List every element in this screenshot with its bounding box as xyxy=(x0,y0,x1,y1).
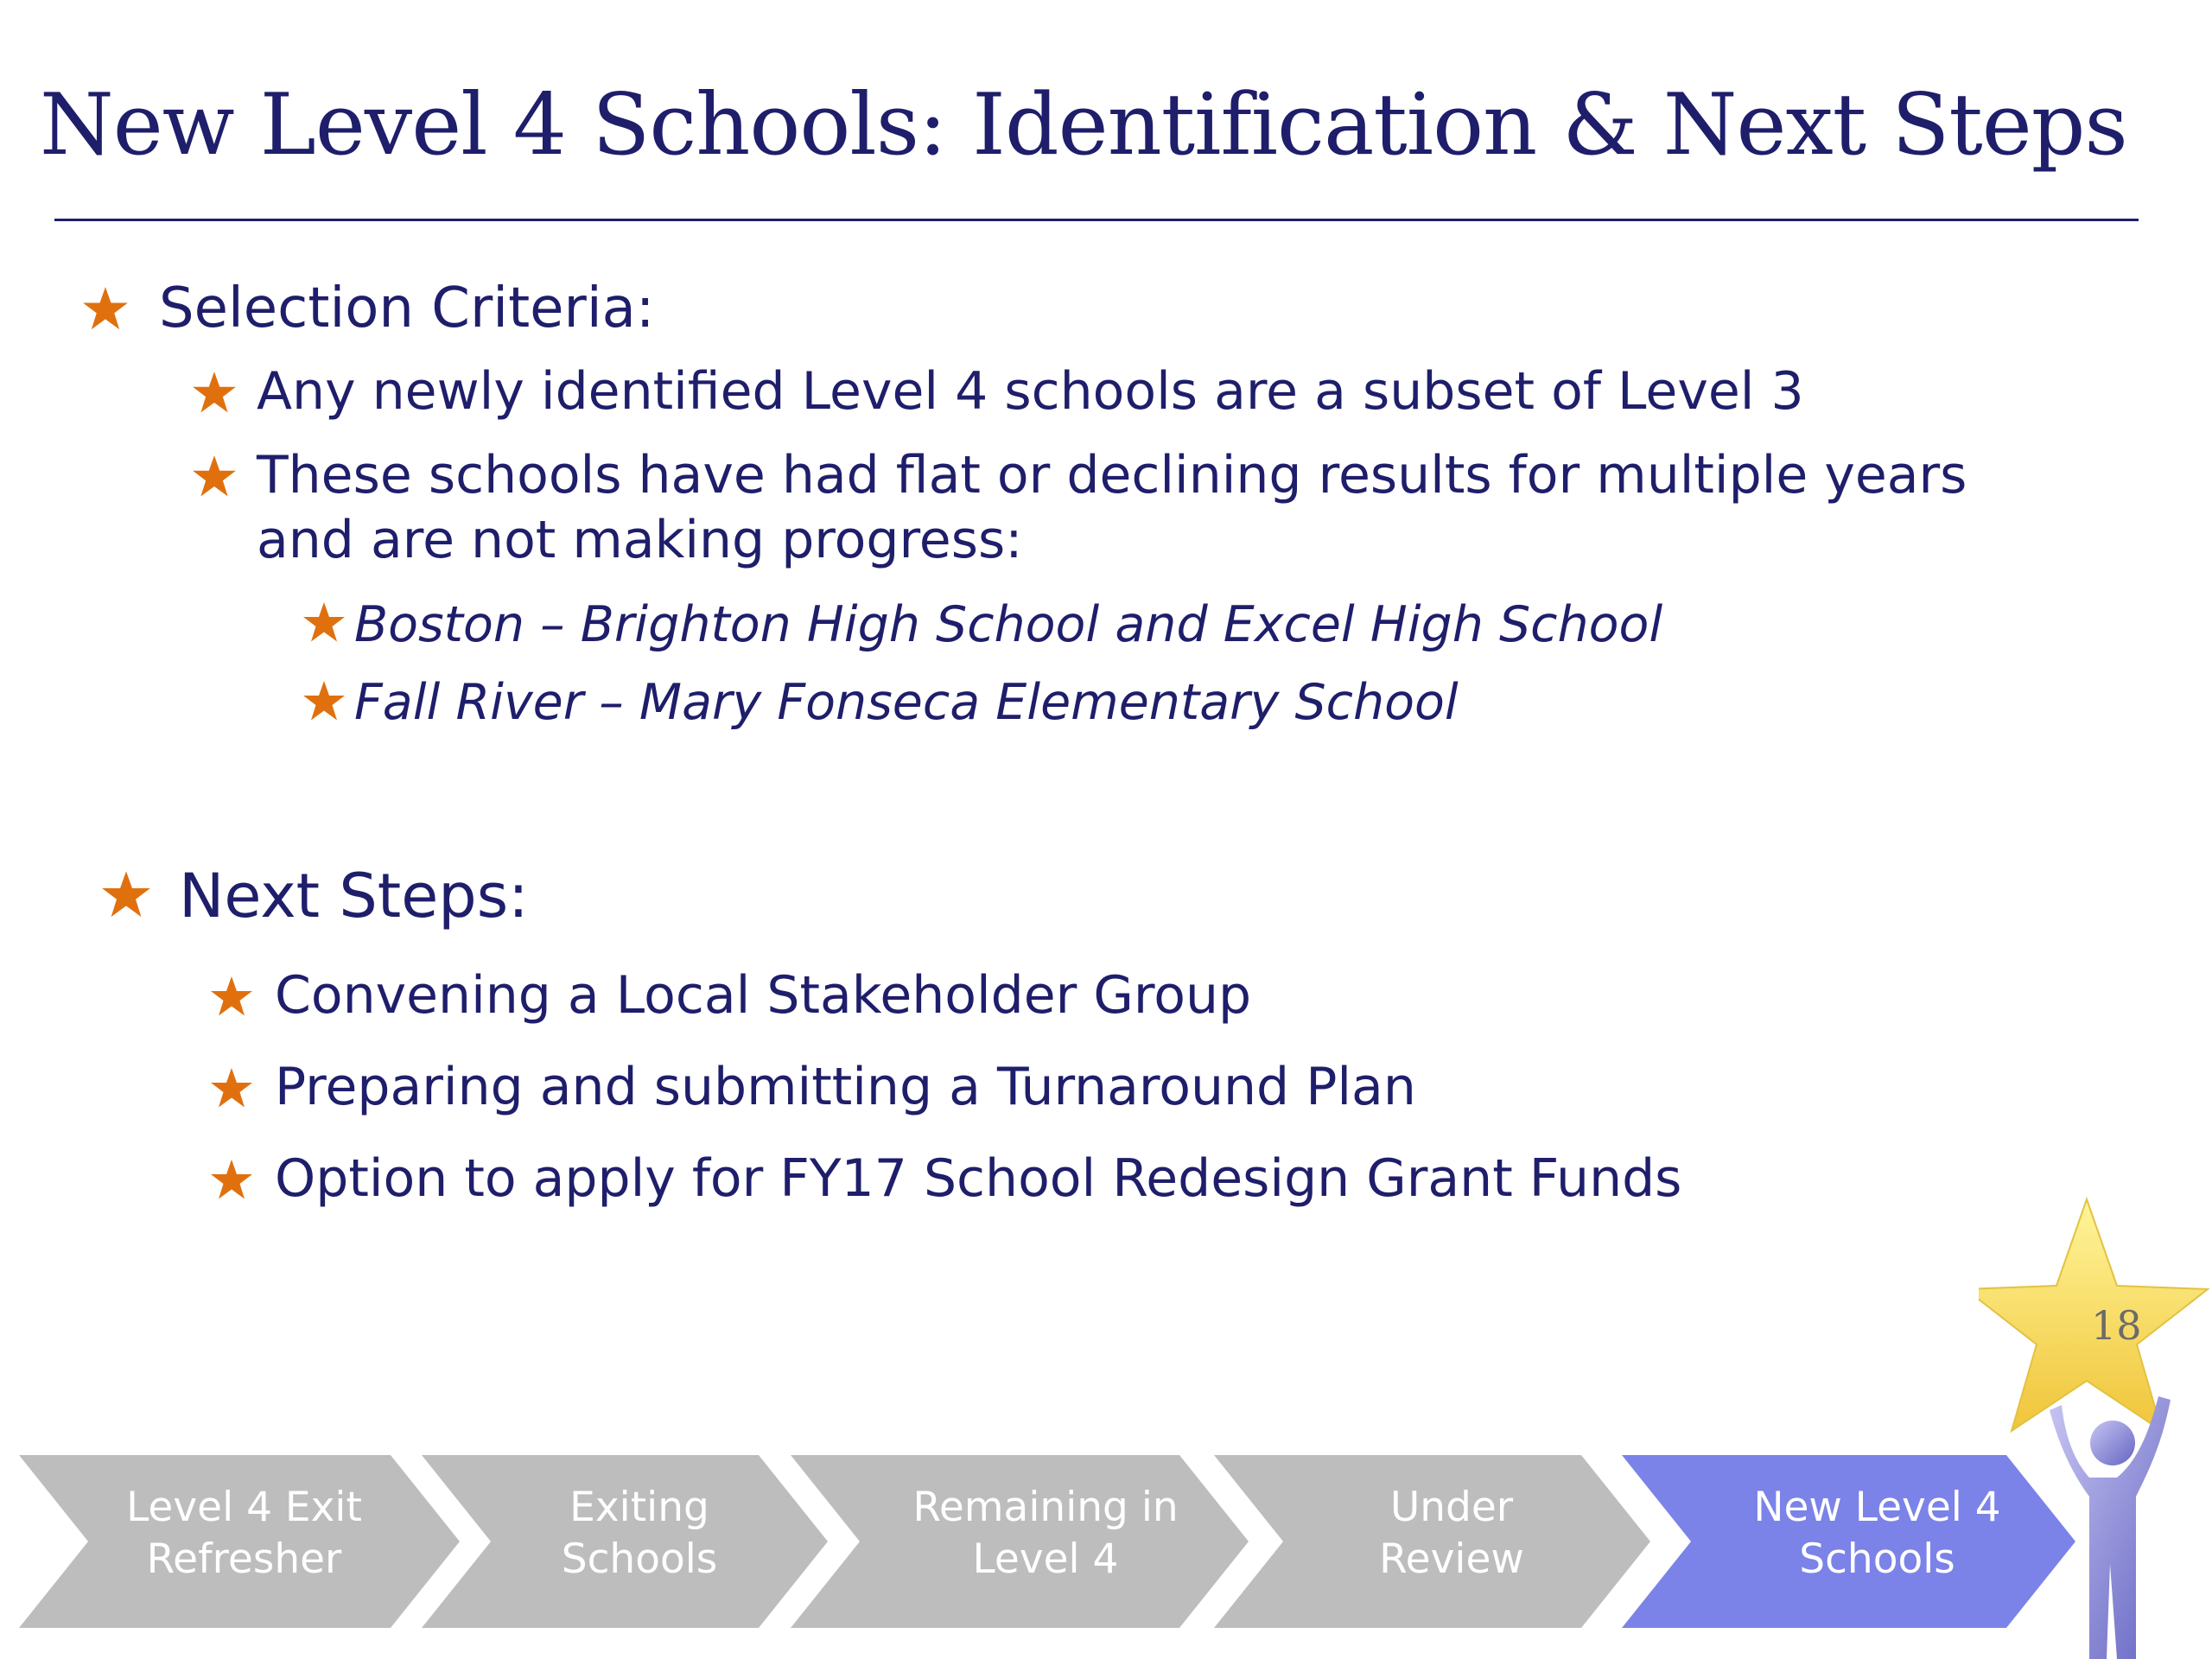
nav-label-line: Exiting xyxy=(569,1484,709,1531)
star-bullet-icon xyxy=(210,1066,253,1109)
star-bullet-icon xyxy=(302,679,346,722)
nav-label-line: Level 4 Exit xyxy=(126,1484,362,1531)
star-bullet-icon xyxy=(192,370,237,415)
next-step-2: Preparing and submitting a Turnaround Plan xyxy=(275,1057,1416,1117)
nav-label-line: Review xyxy=(1379,1535,1524,1583)
nav-label-line: Level 4 xyxy=(972,1535,1119,1583)
star-bullet-icon xyxy=(210,1158,253,1201)
star-bullet-icon xyxy=(302,601,346,644)
nav-label-remaining xyxy=(851,1482,1240,1586)
nav-label-line: New Level 4 xyxy=(1753,1484,2001,1531)
nav-label-under-review xyxy=(1279,1482,1624,1586)
star-bullet-icon xyxy=(192,454,237,499)
next-step-3: Option to apply for FY17 School Redesign Grant Funds xyxy=(275,1148,1682,1209)
star-bullet-icon xyxy=(210,975,253,1018)
nav-label-line: Remaining in xyxy=(912,1484,1179,1531)
nav-label-exiting-schools xyxy=(471,1482,808,1586)
star-bullet-icon xyxy=(101,869,151,919)
nav-label-line: Under xyxy=(1389,1484,1514,1531)
page-number: 18 xyxy=(2091,1302,2142,1349)
star-bullet-icon xyxy=(82,285,129,332)
nav-label-level4-exit xyxy=(78,1482,410,1586)
nav-label-line: Schools xyxy=(561,1535,718,1583)
selection-criteria-heading: Selection Criteria: xyxy=(159,276,655,340)
nav-label-line: Refresher xyxy=(146,1535,342,1583)
nav-label-new-level4 xyxy=(1685,1482,2069,1586)
criteria-bullet-2-continued: and are not making progress: xyxy=(257,510,1023,570)
next-step-1: Convening a Local Stakeholder Group xyxy=(275,965,1252,1026)
school-item-boston: Boston – Brighton High School and Excel High School xyxy=(354,596,1663,653)
school-item-fall-river: Fall River – Mary Fonseca Elementary School xyxy=(354,674,1459,731)
criteria-bullet-1: Any newly identified Level 4 schools are a subset of Level 3 xyxy=(257,361,1804,422)
nav-label-line: Schools xyxy=(1799,1535,1955,1583)
criteria-bullet-2: These schools have had flat or declining results for multiple years xyxy=(257,445,1967,505)
next-steps-heading: Next Steps: xyxy=(179,861,529,931)
slide-title: New Level 4 Schools: Identification & Next Steps xyxy=(40,76,2127,175)
title-divider xyxy=(54,219,2139,221)
